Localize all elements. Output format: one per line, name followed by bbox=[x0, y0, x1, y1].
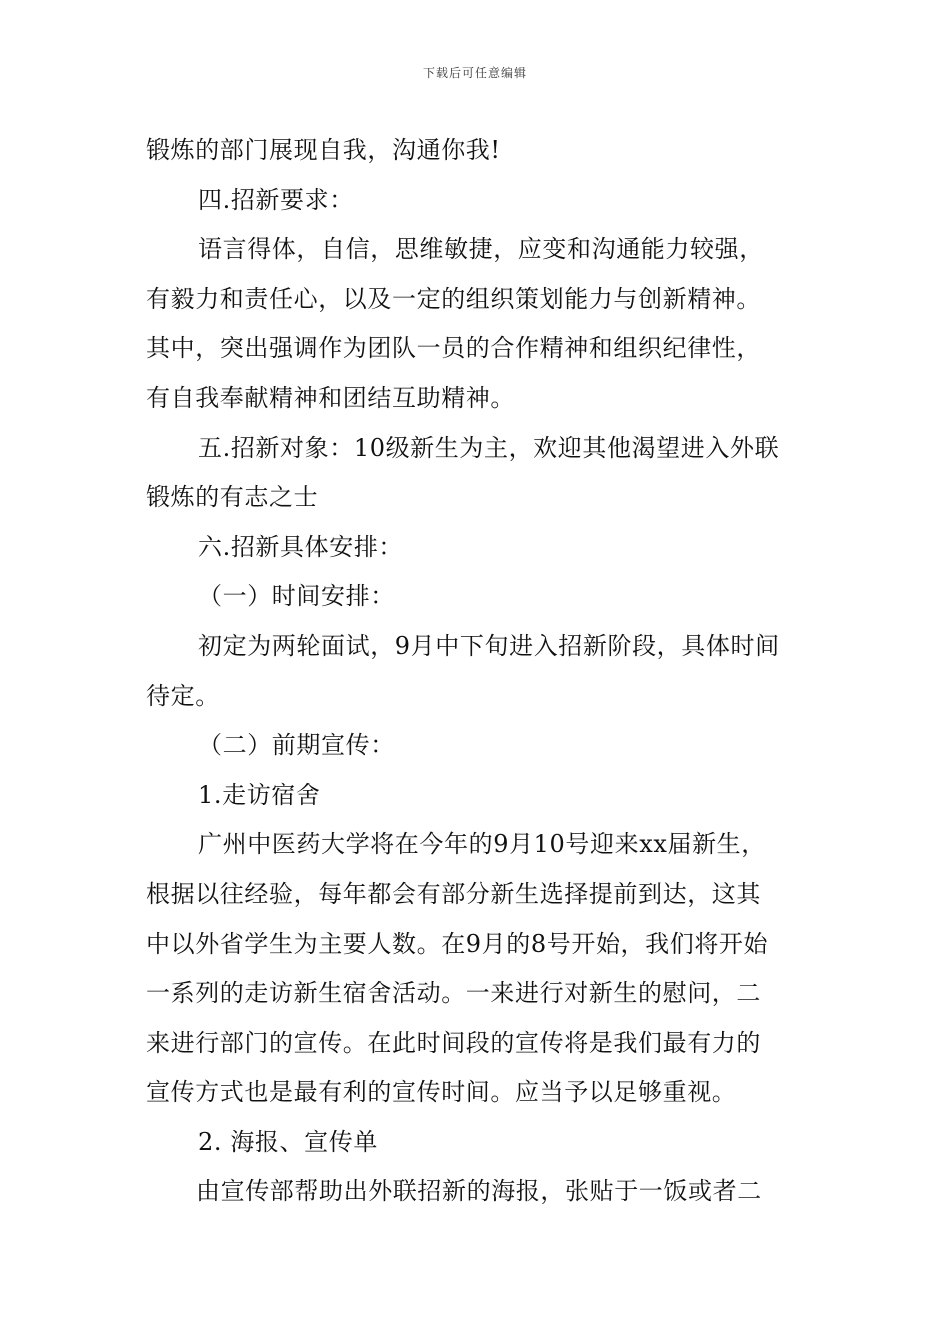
paragraph-start: 广州中医药大学将在今年的9月10号迎来xx届新生， bbox=[198, 830, 766, 859]
subsection-heading: （一）时间安排： bbox=[198, 582, 395, 611]
text-line: 锻炼的部门展现自我，沟通你我! bbox=[146, 136, 501, 164]
text-line: 一系列的走访新生宿舍活动。一来进行对新生的慰问，二 bbox=[146, 979, 761, 1008]
list-item-heading: 2. 海报、宣传单 bbox=[198, 1127, 378, 1156]
page-header: 下载后可任意编辑 bbox=[422, 66, 527, 80]
text-line: 有自我奉献精神和团结互助精神。 bbox=[146, 383, 515, 412]
text-line: 有毅力和责任心，以及一定的组织策划能力与创新精神。 bbox=[146, 284, 761, 313]
paragraph-start: 初定为两轮面试，9月中下旬进入招新阶段，具体时间 bbox=[198, 631, 780, 660]
paragraph-start: 语言得体，自信，思维敏捷，应变和沟通能力较强， bbox=[198, 235, 764, 264]
subsection-heading: （二）前期宣传： bbox=[198, 731, 395, 760]
section-heading: 四.招新要求： bbox=[198, 185, 354, 214]
list-item-heading: 1.走访宿舍 bbox=[198, 780, 321, 809]
text-line: 宣传方式也是最有利的宣传时间。应当予以足够重视。 bbox=[146, 1078, 737, 1107]
text-line: 其中，突出强调作为团队一员的合作精神和组织纪律性， bbox=[146, 334, 761, 363]
text-line: 待定。 bbox=[146, 681, 220, 710]
text-line: 中以外省学生为主要人数。在9月的8号开始，我们将开始 bbox=[146, 929, 769, 958]
text-line: 来进行部门的宣传。在此时间段的宣传将是我们最有力的 bbox=[146, 1028, 761, 1057]
text-line: 根据以往经验，每年都会有部分新生选择提前到达，这其 bbox=[146, 879, 761, 908]
section-heading: 五.招新对象：10级新生为主，欢迎其他渴望进入外联 bbox=[198, 433, 780, 462]
section-heading: 六.招新具体安排： bbox=[198, 532, 404, 561]
document-body bbox=[146, 126, 810, 1217]
paragraph-start: 由宣传部帮助出外联招新的海报，张贴于一饭或者二 bbox=[196, 1177, 762, 1206]
text-line: 锻炼的有志之士 bbox=[146, 483, 319, 512]
